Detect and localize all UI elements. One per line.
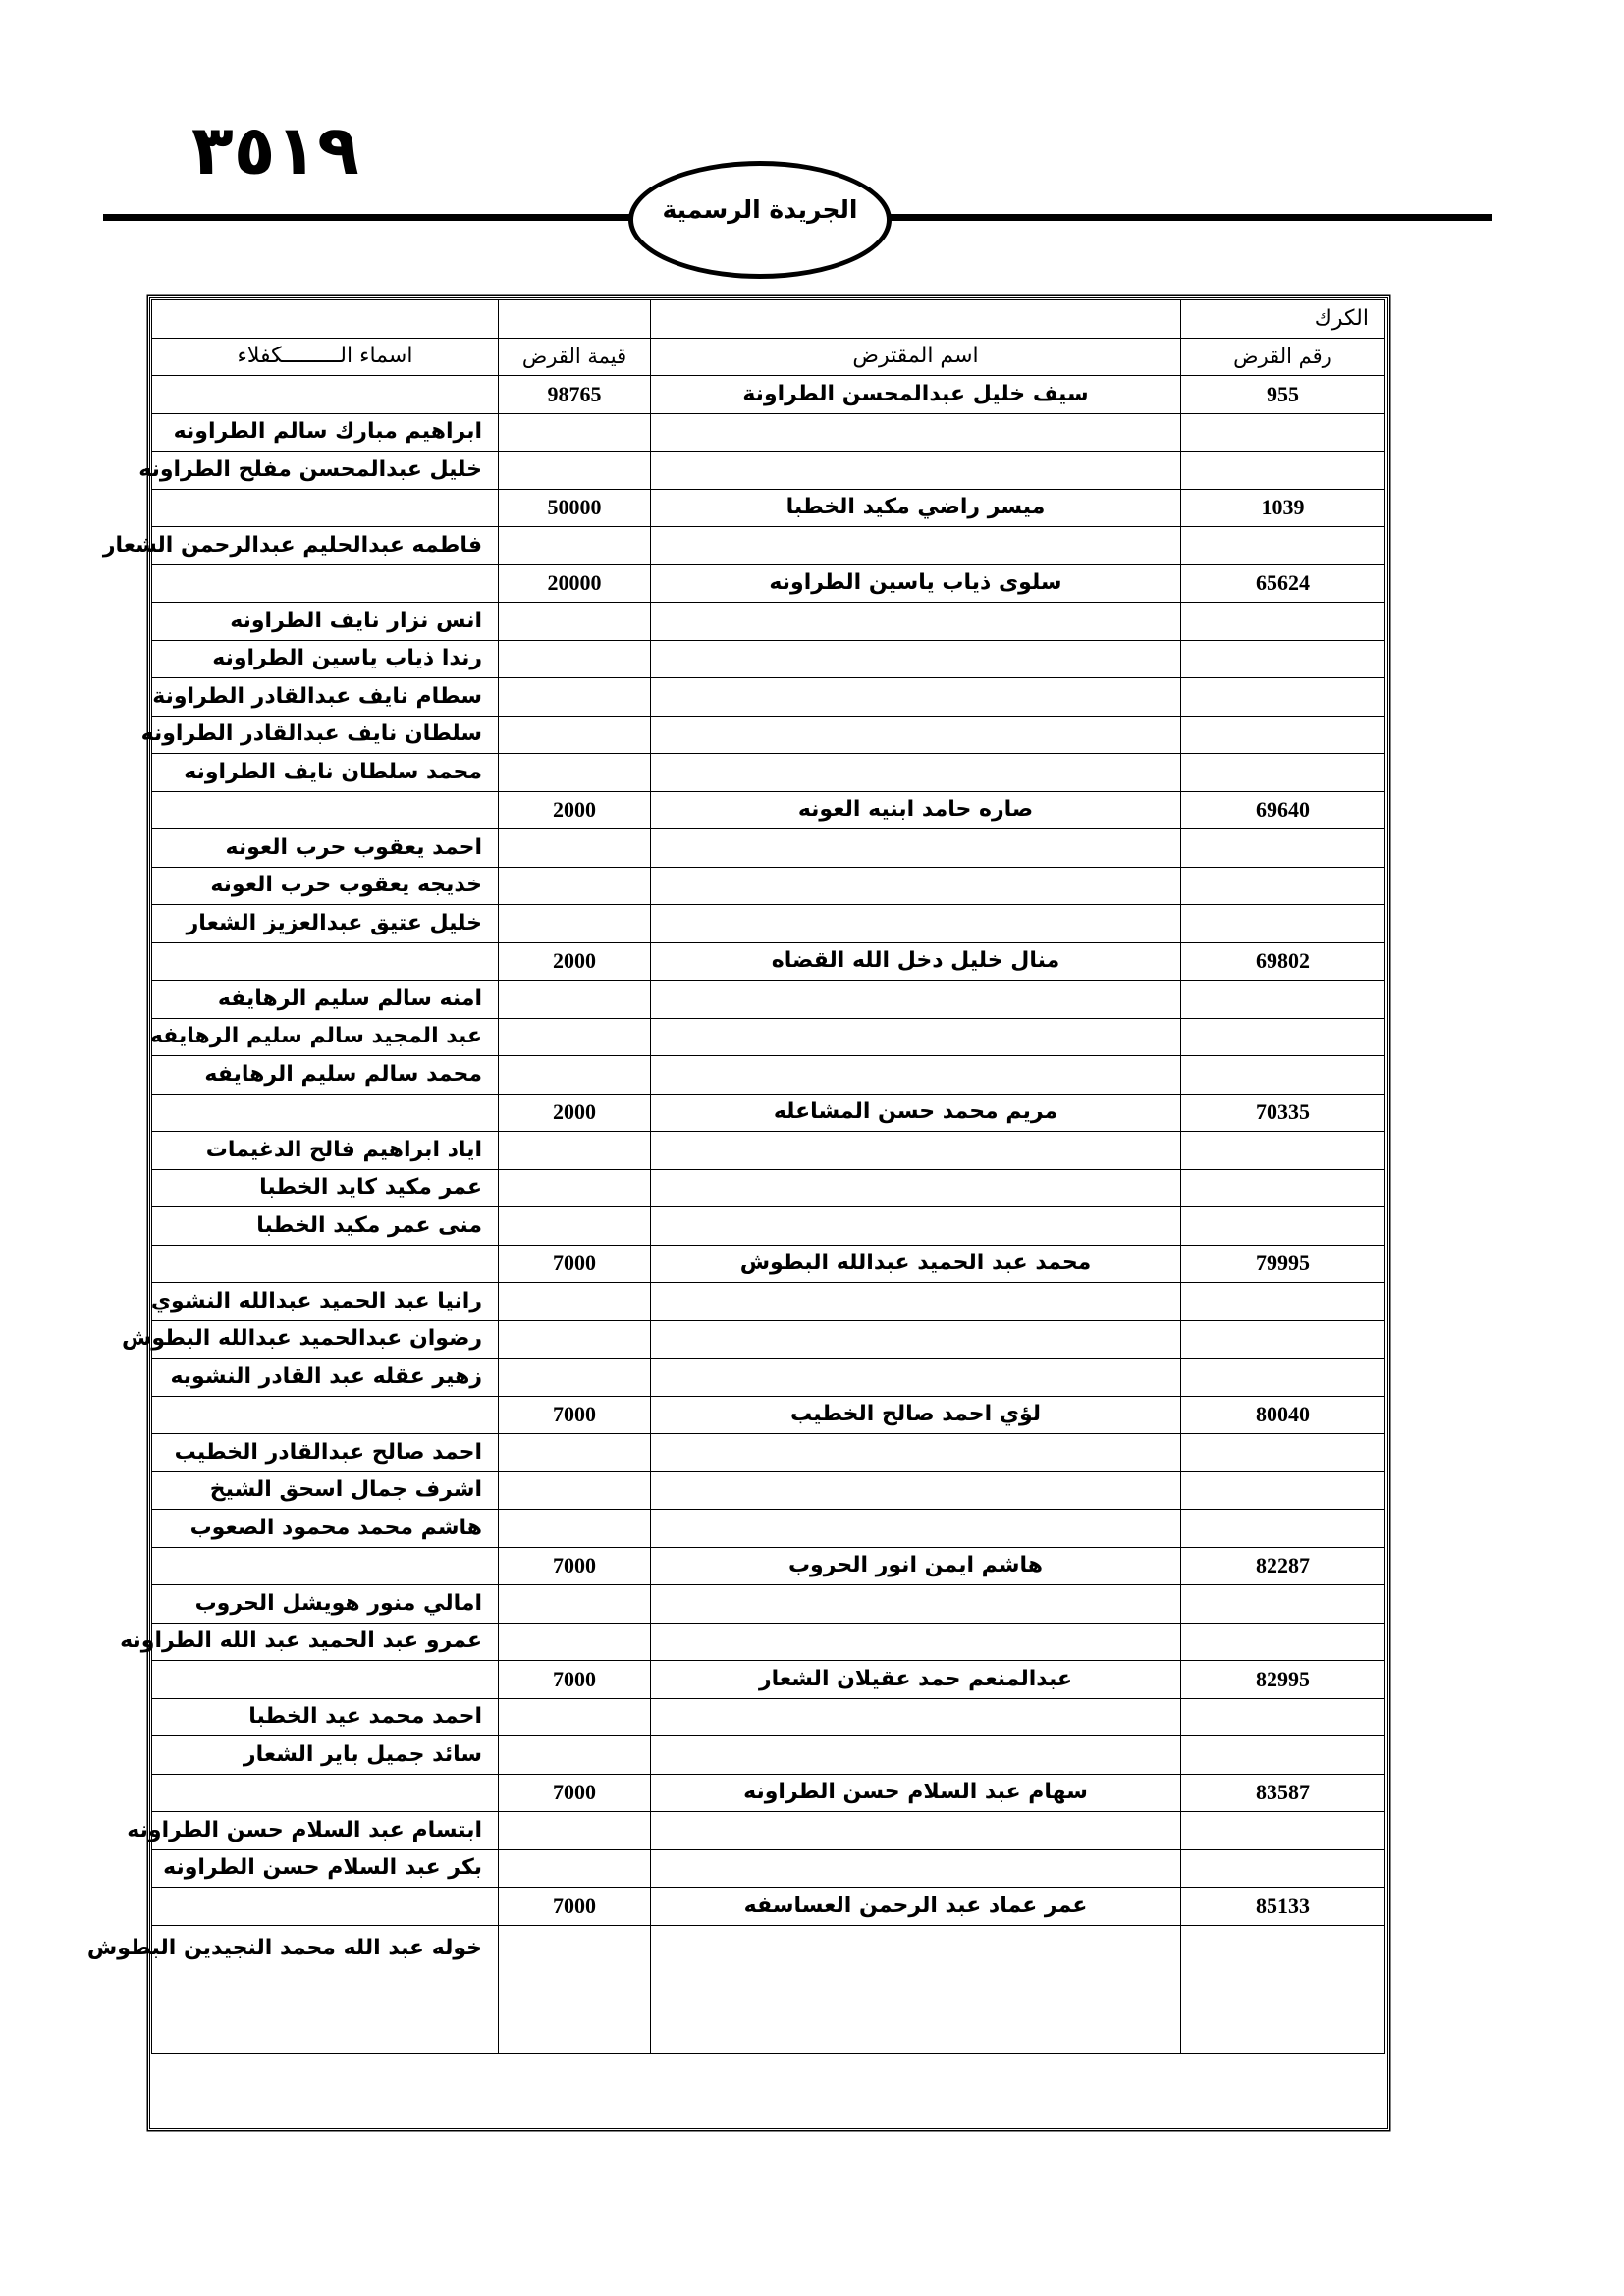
- empty-cell: [499, 1925, 651, 2053]
- borrower-name: عبدالمنعم حمد عقيلان الشعار: [651, 1661, 1181, 1699]
- guarantor-row: [152, 1320, 1385, 1359]
- loan-amount: 7000: [499, 1774, 651, 1812]
- empty-cell: [651, 300, 1181, 339]
- empty-cell: [499, 1812, 651, 1850]
- guarantor-row: [152, 413, 1385, 452]
- empty-cell: [651, 413, 1181, 452]
- empty-cell: [1181, 1207, 1385, 1246]
- loan-amount: 98765: [499, 376, 651, 414]
- guarantor-name: عمرو عبد الحميد عبد الله الطراونه: [152, 1623, 499, 1661]
- empty-cell: [651, 1434, 1181, 1472]
- empty-cell: [1181, 1812, 1385, 1850]
- gazette-title: الجريدة الرسمية: [662, 194, 858, 224]
- empty-cell: [499, 1283, 651, 1321]
- empty-cell: [651, 1736, 1181, 1775]
- guarantor-name: خديجه يعقوب حرب العونه: [152, 867, 499, 905]
- borrower-name: منال خليل دخل الله القضاه: [651, 942, 1181, 981]
- empty-cell: [152, 1888, 499, 1926]
- empty-cell: [1181, 981, 1385, 1019]
- empty-cell: [152, 300, 499, 339]
- header-oval: [628, 161, 892, 279]
- guarantor-name: اياد ابراهيم فالح الدغيمات: [152, 1132, 499, 1170]
- guarantor-name: سلطان نايف عبدالقادر الطراونه: [152, 716, 499, 754]
- empty-cell: [1181, 603, 1385, 641]
- empty-cell: [651, 981, 1181, 1019]
- empty-cell: [651, 1018, 1181, 1056]
- guarantor-row: [152, 754, 1385, 792]
- empty-cell: [499, 300, 651, 339]
- guarantor-row: [152, 1018, 1385, 1056]
- empty-cell: [651, 1471, 1181, 1510]
- loan-amount: 50000: [499, 489, 651, 527]
- empty-cell: [1181, 754, 1385, 792]
- guarantor-name: احمد يعقوب حرب العونه: [152, 829, 499, 868]
- empty-cell: [499, 1207, 651, 1246]
- empty-cell: [1181, 527, 1385, 565]
- loan-amount: 7000: [499, 1547, 651, 1585]
- empty-cell: [1181, 1849, 1385, 1888]
- loan-amount: 20000: [499, 564, 651, 603]
- borrower-name: عمر عماد عبد الرحمن العساسفه: [651, 1888, 1181, 1926]
- guarantor-name: رندا ذياب ياسين الطراونه: [152, 640, 499, 678]
- empty-cell: [499, 678, 651, 717]
- empty-cell: [499, 1056, 651, 1095]
- loan-number: 955: [1181, 376, 1385, 414]
- empty-cell: [1181, 413, 1385, 452]
- loan-row: [152, 1661, 1385, 1699]
- guarantor-row: [152, 1623, 1385, 1661]
- empty-cell: [651, 1169, 1181, 1207]
- empty-cell: [651, 1132, 1181, 1170]
- empty-cell: [1181, 867, 1385, 905]
- empty-cell: [499, 1471, 651, 1510]
- guarantor-name: عمر مكيد كايد الخطبا: [152, 1169, 499, 1207]
- empty-cell: [651, 716, 1181, 754]
- loan-row: [152, 1094, 1385, 1132]
- empty-cell: [651, 1283, 1181, 1321]
- empty-cell: [651, 1320, 1181, 1359]
- guarantor-name: احمد محمد عيد الخطبا: [152, 1698, 499, 1736]
- guarantor-row: [152, 1585, 1385, 1624]
- loan-number: 85133: [1181, 1888, 1385, 1926]
- empty-cell: [651, 1585, 1181, 1624]
- empty-cell: [651, 640, 1181, 678]
- guarantor-row: [152, 1132, 1385, 1170]
- guarantor-name: سائد جميل باير الشعار: [152, 1736, 499, 1775]
- guarantor-name: ابراهيم مبارك سالم الطراونه: [152, 413, 499, 452]
- borrower-name: ميسر راضي مكيد الخطبا: [651, 489, 1181, 527]
- guarantor-row: [152, 1925, 1385, 2053]
- guarantor-row: [152, 1736, 1385, 1775]
- loan-number: 70335: [1181, 1094, 1385, 1132]
- empty-cell: [499, 452, 651, 490]
- loan-row: [152, 376, 1385, 414]
- guarantor-name: رانيا عبد الحميد عبدالله النشوي: [152, 1283, 499, 1321]
- empty-cell: [1181, 1471, 1385, 1510]
- guarantor-name: خليل عتيق عبدالعزيز الشعار: [152, 905, 499, 943]
- loan-row: [152, 1774, 1385, 1812]
- empty-cell: [1181, 905, 1385, 943]
- empty-cell: [152, 1547, 499, 1585]
- borrower-name: سيف خليل عبدالمحسن الطراونة: [651, 376, 1181, 414]
- borrower-name: سهام عبد السلام حسن الطراونه: [651, 1774, 1181, 1812]
- empty-cell: [499, 867, 651, 905]
- guarantor-name: خليل عبدالمحسن مفلح الطراونه: [152, 452, 499, 490]
- empty-cell: [651, 1623, 1181, 1661]
- guarantor-name: احمد صالح عبدالقادر الخطيب: [152, 1434, 499, 1472]
- guarantor-name: امالي منور هويشل الحروب: [152, 1585, 499, 1624]
- empty-cell: [651, 678, 1181, 717]
- guarantor-row: [152, 452, 1385, 490]
- loan-amount: 7000: [499, 1661, 651, 1699]
- empty-cell: [651, 1056, 1181, 1095]
- guarantor-row: [152, 527, 1385, 565]
- loan-row: [152, 1888, 1385, 1926]
- empty-cell: [1181, 1320, 1385, 1359]
- guarantor-name: محمد سالم سليم الرهايفه: [152, 1056, 499, 1095]
- loan-amount: 7000: [499, 1245, 651, 1283]
- guarantors-header: اسماء الـــــــــكفلاء: [152, 338, 499, 376]
- empty-cell: [1181, 1736, 1385, 1775]
- loan-amount: 2000: [499, 1094, 651, 1132]
- loan-number: 69802: [1181, 942, 1385, 981]
- borrower-name: محمد عبد الحميد عبدالله البطوش: [651, 1245, 1181, 1283]
- guarantor-name: سطام نايف عبدالقادر الطراونة: [152, 678, 499, 717]
- empty-cell: [499, 1018, 651, 1056]
- empty-cell: [1181, 1018, 1385, 1056]
- guarantor-name: رضوان عبدالحميد عبدالله البطوش: [152, 1320, 499, 1359]
- loan-number-header: رقم القرض: [1181, 338, 1385, 376]
- empty-cell: [152, 1245, 499, 1283]
- loan-number: 82287: [1181, 1547, 1385, 1585]
- guarantor-row: [152, 678, 1385, 717]
- empty-cell: [651, 1207, 1181, 1246]
- empty-cell: [152, 1661, 499, 1699]
- empty-cell: [651, 1849, 1181, 1888]
- guarantor-name: فاطمه عبدالحليم عبدالرحمن الشعار: [152, 527, 499, 565]
- empty-cell: [651, 905, 1181, 943]
- empty-cell: [499, 1736, 651, 1775]
- guarantor-name: خوله عبد الله محمد النجيدين البطوش: [152, 1925, 499, 2053]
- loan-number: 1039: [1181, 489, 1385, 527]
- guarantor-row: [152, 1471, 1385, 1510]
- guarantor-row: [152, 1812, 1385, 1850]
- empty-cell: [499, 1698, 651, 1736]
- empty-cell: [152, 1094, 499, 1132]
- empty-cell: [152, 942, 499, 981]
- loan-row: [152, 942, 1385, 981]
- empty-cell: [499, 1359, 651, 1397]
- empty-cell: [499, 1132, 651, 1170]
- empty-cell: [651, 867, 1181, 905]
- loan-number: 83587: [1181, 1774, 1385, 1812]
- guarantor-name: امنه سالم سليم الرهايفه: [152, 981, 499, 1019]
- empty-cell: [499, 829, 651, 868]
- guarantor-row: [152, 640, 1385, 678]
- empty-cell: [1181, 1169, 1385, 1207]
- borrower-name: مريم محمد حسن المشاعله: [651, 1094, 1181, 1132]
- empty-cell: [499, 527, 651, 565]
- empty-cell: [1181, 1283, 1385, 1321]
- guarantor-row: [152, 1434, 1385, 1472]
- guarantor-row: [152, 1056, 1385, 1095]
- empty-cell: [152, 564, 499, 603]
- guarantor-row: [152, 1207, 1385, 1246]
- guarantor-row: [152, 1283, 1385, 1321]
- empty-cell: [499, 413, 651, 452]
- guarantor-name: ابتسام عبد السلام حسن الطراونه: [152, 1812, 499, 1850]
- guarantor-name: انس نزار نايف الطراونه: [152, 603, 499, 641]
- empty-cell: [1181, 716, 1385, 754]
- empty-cell: [152, 376, 499, 414]
- empty-cell: [651, 1925, 1181, 2053]
- guarantor-name: هاشم محمد محمود الصعوب: [152, 1510, 499, 1548]
- empty-cell: [1181, 1623, 1385, 1661]
- guarantor-row: [152, 829, 1385, 868]
- empty-cell: [1181, 452, 1385, 490]
- loan-amount-header: قيمة القرض: [499, 338, 651, 376]
- guarantor-row: [152, 1169, 1385, 1207]
- guarantor-row: [152, 1849, 1385, 1888]
- empty-cell: [499, 1169, 651, 1207]
- loan-number: 79995: [1181, 1245, 1385, 1283]
- guarantor-name: اشرف جمال اسحق الشيخ: [152, 1471, 499, 1510]
- loan-number: 69640: [1181, 791, 1385, 829]
- empty-cell: [499, 1510, 651, 1548]
- empty-cell: [1181, 1510, 1385, 1548]
- borrower-name: صاره حامد ابنيه العونه: [651, 791, 1181, 829]
- empty-cell: [499, 905, 651, 943]
- loan-row: [152, 489, 1385, 527]
- empty-cell: [499, 716, 651, 754]
- empty-cell: [651, 829, 1181, 868]
- guarantor-name: محمد سلطان نايف الطراونه: [152, 754, 499, 792]
- loan-amount: 2000: [499, 942, 651, 981]
- empty-cell: [499, 640, 651, 678]
- guarantor-row: [152, 867, 1385, 905]
- guarantor-name: منى عمر مكيد الخطبا: [152, 1207, 499, 1246]
- empty-cell: [152, 791, 499, 829]
- empty-cell: [1181, 640, 1385, 678]
- region-label: الكرك: [1181, 300, 1385, 339]
- empty-cell: [152, 1774, 499, 1812]
- guarantor-row: [152, 1359, 1385, 1397]
- borrower-name-header: اسم المقترض: [651, 338, 1181, 376]
- empty-cell: [152, 1396, 499, 1434]
- empty-cell: [651, 1698, 1181, 1736]
- empty-cell: [499, 1623, 651, 1661]
- empty-cell: [1181, 1585, 1385, 1624]
- empty-cell: [499, 981, 651, 1019]
- empty-cell: [651, 527, 1181, 565]
- empty-cell: [499, 603, 651, 641]
- loan-amount: 7000: [499, 1396, 651, 1434]
- loan-amount: 2000: [499, 791, 651, 829]
- empty-cell: [651, 603, 1181, 641]
- loan-amount: 7000: [499, 1888, 651, 1926]
- empty-cell: [1181, 1359, 1385, 1397]
- loan-row: [152, 1396, 1385, 1434]
- empty-cell: [1181, 1434, 1385, 1472]
- empty-cell: [1181, 829, 1385, 868]
- guarantor-name: عبد المجيد سالم سليم الرهايفه: [152, 1018, 499, 1056]
- borrower-name: لؤي احمد صالح الخطيب: [651, 1396, 1181, 1434]
- empty-cell: [651, 1812, 1181, 1850]
- empty-cell: [651, 754, 1181, 792]
- empty-cell: [1181, 678, 1385, 717]
- empty-cell: [499, 1585, 651, 1624]
- guarantor-row: [152, 981, 1385, 1019]
- empty-cell: [1181, 1925, 1385, 2053]
- empty-cell: [1181, 1132, 1385, 1170]
- guarantor-row: [152, 1510, 1385, 1548]
- empty-cell: [499, 754, 651, 792]
- loan-row: [152, 1547, 1385, 1585]
- empty-cell: [152, 489, 499, 527]
- loan-row: [152, 1245, 1385, 1283]
- column-header-row: [152, 338, 1385, 376]
- empty-cell: [499, 1849, 651, 1888]
- empty-cell: [1181, 1056, 1385, 1095]
- page-number: ٣٥١٩: [191, 110, 359, 190]
- empty-cell: [651, 1359, 1181, 1397]
- loans-table: [86, 299, 1385, 2054]
- loan-number: 80040: [1181, 1396, 1385, 1434]
- loan-number: 65624: [1181, 564, 1385, 603]
- guarantor-row: [152, 1698, 1385, 1736]
- loan-number: 82995: [1181, 1661, 1385, 1699]
- guarantor-row: [152, 716, 1385, 754]
- loan-row: [152, 564, 1385, 603]
- empty-cell: [651, 452, 1181, 490]
- empty-cell: [651, 1510, 1181, 1548]
- region-row: [152, 300, 1385, 339]
- empty-cell: [499, 1434, 651, 1472]
- loan-row: [152, 791, 1385, 829]
- guarantor-name: بكر عبد السلام حسن الطراونه: [152, 1849, 499, 1888]
- borrower-name: هاشم ايمن انور الحروب: [651, 1547, 1181, 1585]
- borrower-name: سلوى ذياب ياسين الطراونه: [651, 564, 1181, 603]
- empty-cell: [1181, 1698, 1385, 1736]
- guarantor-row: [152, 603, 1385, 641]
- empty-cell: [499, 1320, 651, 1359]
- guarantor-row: [152, 905, 1385, 943]
- guarantor-name: زهير عقله عبد القادر النشويه: [152, 1359, 499, 1397]
